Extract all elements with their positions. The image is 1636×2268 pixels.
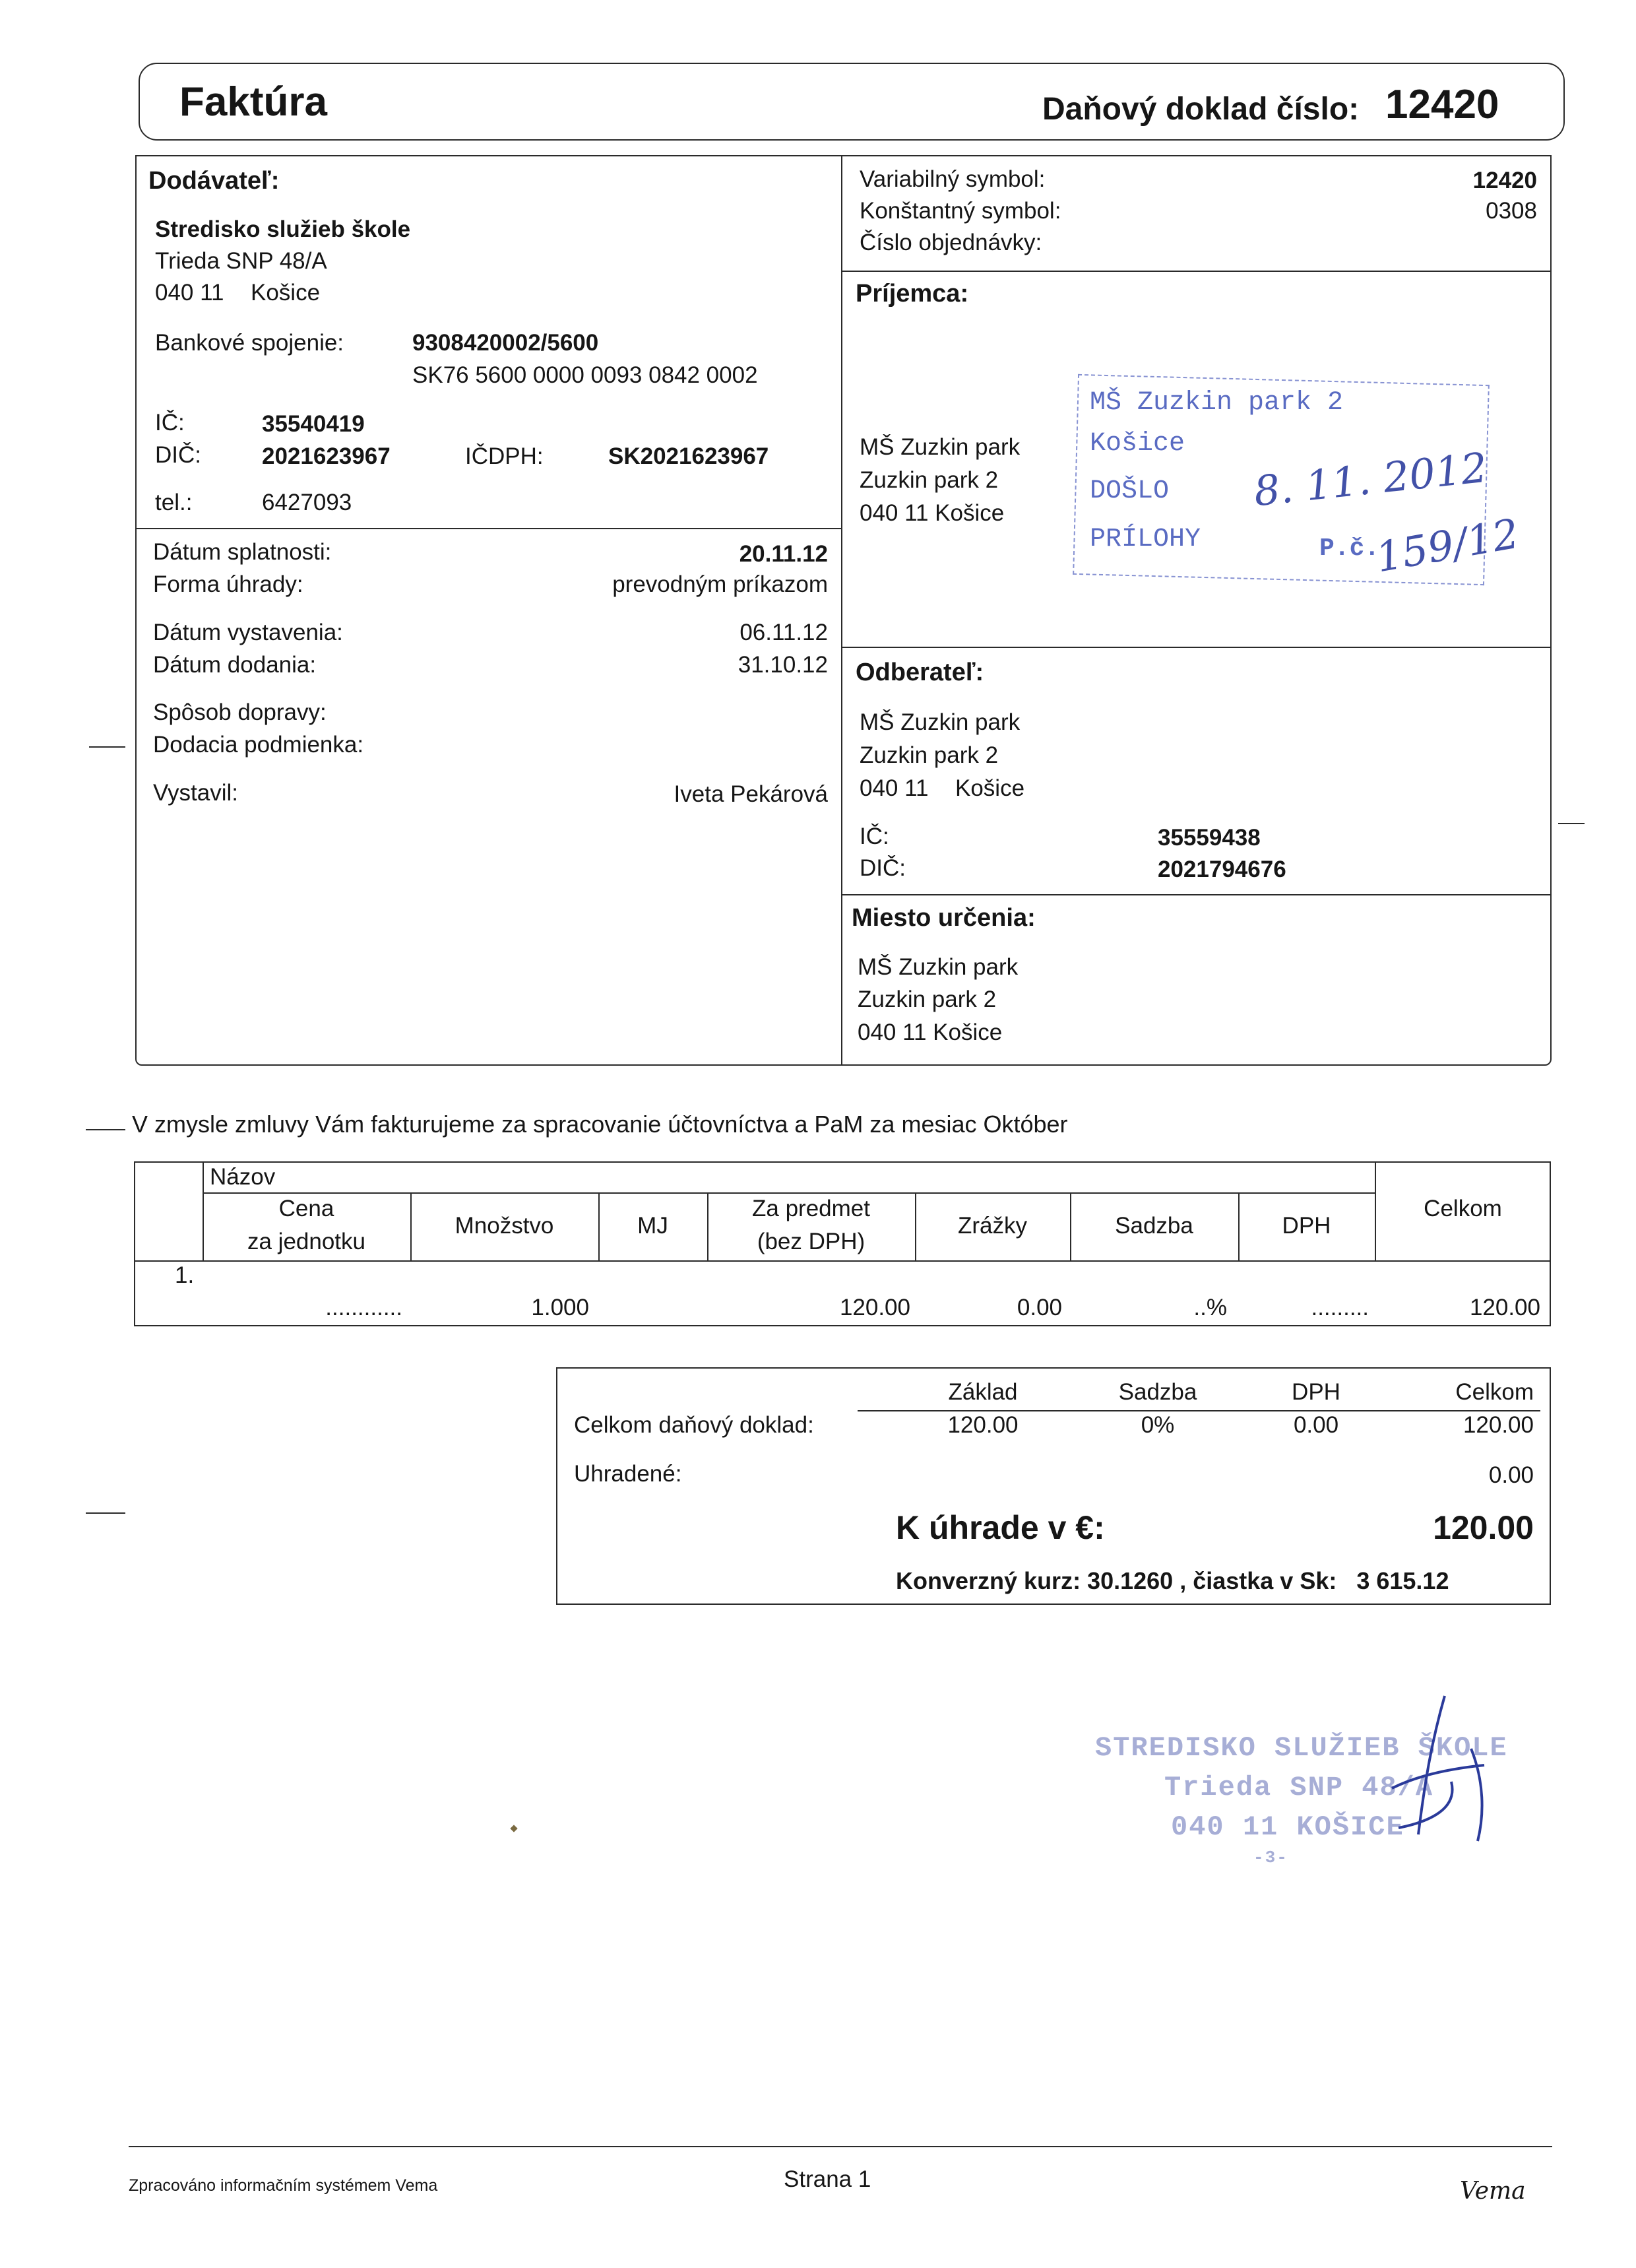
delivery-label: Dátum dodania: <box>153 652 317 678</box>
customer-street: Zuzkin park 2 <box>860 742 999 768</box>
supplier-heading: Dodávateľ: <box>148 167 280 195</box>
delivery-date: 31.10.12 <box>738 652 828 678</box>
issued-label: Dátum vystavenia: <box>153 620 343 645</box>
company-stamp-line3: 040 11 KOŠICE <box>1171 1811 1404 1843</box>
th-total: Celkom <box>1424 1196 1502 1221</box>
sum-total-label: Celkom daňový doklad: <box>574 1412 814 1438</box>
received-stamp-line3: DOŠLO <box>1090 476 1170 506</box>
supplier-ico: 35540419 <box>262 411 365 437</box>
sum-due: 120.00 <box>1433 1509 1534 1546</box>
supplier-postcode: 040 11 <box>155 280 224 306</box>
supplier-icdph: SK2021623967 <box>608 443 769 469</box>
item-subject: 120.00 <box>839 1295 910 1320</box>
constant-symbol: 0308 <box>1486 198 1537 224</box>
th-vat: DPH <box>1282 1213 1331 1239</box>
supplier-street: Trieda SNP 48/A <box>155 248 327 274</box>
sum-total: 120.00 <box>1463 1412 1534 1438</box>
destination-city: 040 11 Košice <box>858 1020 1003 1045</box>
footer-processed: Zpracováno informačním systémem Vema <box>129 2176 438 2195</box>
due-date-label: Dátum splatnosti: <box>153 539 332 565</box>
received-pc-label: P.č. <box>1319 535 1380 563</box>
th-deductions: Zrážky <box>958 1213 1027 1239</box>
sum-h-base: Základ <box>948 1379 1018 1405</box>
customer-dic-label: DIČ: <box>860 855 906 881</box>
items-subheader-line <box>203 1192 1375 1194</box>
customer-city: Košice <box>955 775 1025 801</box>
received-stamp-line4: PRÍLOHY <box>1090 525 1201 554</box>
recipient-heading: Príjemca: <box>856 280 969 308</box>
main-divider <box>841 155 842 1066</box>
symbols-bottom-line <box>841 271 1552 272</box>
th-qty: Množstvo <box>455 1213 554 1239</box>
received-date-handwritten: 8. 11. 2012 <box>1251 443 1490 516</box>
bank-label: Bankové spojenie: <box>155 330 344 356</box>
vema-logo: Vema <box>1460 2178 1526 2205</box>
supplier-name: Stredisko služieb škole <box>155 216 411 242</box>
supplier-tel-label: tel.: <box>155 490 193 515</box>
item-vat: ......... <box>1311 1295 1369 1320</box>
supplier-dic: 2021623967 <box>262 443 391 469</box>
customer-name: MŠ Zuzkin park <box>860 709 1021 735</box>
th-name: Názov <box>210 1164 276 1190</box>
received-pc-handwritten: 159/12 <box>1372 509 1523 582</box>
destination-heading: Miesto určenia: <box>852 904 1036 932</box>
item-deductions: 0.00 <box>1017 1295 1062 1320</box>
customer-postcode: 040 11 <box>860 775 929 801</box>
iban: SK76 5600 0000 0093 0842 0002 <box>412 362 758 388</box>
th-mj: MJ <box>637 1213 668 1239</box>
item-unit-price: ............ <box>325 1295 402 1320</box>
recipient-bottom-line <box>841 647 1552 648</box>
issued-date: 06.11.12 <box>739 620 828 645</box>
tax-doc-label: Daňový doklad číslo: <box>1042 92 1360 127</box>
terms-label: Dodacia podmienka: <box>153 732 364 758</box>
transport-label: Spôsob dopravy: <box>153 699 327 725</box>
sum-conversion: Konverzný kurz: 30.1260 , čiastka v Sk: 3 615.12 <box>896 1567 1449 1594</box>
summary-header-line <box>858 1410 1540 1411</box>
received-stamp-line1: MŠ Zuzkin park 2 <box>1090 388 1344 418</box>
sum-due-label: K úhrade v €: <box>896 1509 1105 1546</box>
supplier-ico-label: IČ: <box>155 410 185 436</box>
sum-h-rate: Sadzba <box>1118 1379 1197 1405</box>
payment-label: Forma úhrady: <box>153 571 303 597</box>
company-stamp-line1: STREDISKO SLUŽIEB ŠKOLE <box>1095 1732 1508 1764</box>
footer-page: Strana 1 <box>784 2166 871 2192</box>
margin-mark-right <box>1558 823 1585 824</box>
main-info-box <box>135 155 1552 1066</box>
item-rate: ..% <box>1193 1295 1227 1320</box>
company-stamp-line2: Trieda SNP 48/A <box>1164 1772 1434 1803</box>
sum-h-vat: DPH <box>1292 1379 1340 1405</box>
th-subject-2: (bez DPH) <box>757 1229 865 1254</box>
received-stamp-line2: Košice <box>1090 429 1185 459</box>
footer-line <box>129 2146 1552 2147</box>
customer-ico-label: IČ: <box>860 824 889 849</box>
order-number-label: Číslo objednávky: <box>860 230 1042 255</box>
th-unit-price-1: Cena <box>278 1196 334 1221</box>
supplier-bottom-line <box>135 528 841 529</box>
constant-symbol-label: Konštantný symbol: <box>860 198 1061 224</box>
small-dot-mark <box>510 1825 517 1832</box>
th-unit-price-2: za jednotku <box>247 1229 366 1254</box>
customer-bottom-line <box>841 894 1552 895</box>
destination-name: MŠ Zuzkin park <box>858 954 1019 980</box>
issuer-name: Iveta Pekárová <box>674 781 828 807</box>
item-qty: 1.000 <box>531 1295 589 1320</box>
supplier-tel: 6427093 <box>262 490 352 515</box>
invoice-title: Faktúra <box>179 79 327 125</box>
supplier-icdph-label: IČDPH: <box>465 443 544 469</box>
tax-doc-number: 12420 <box>1385 82 1499 127</box>
recipient-street: Zuzkin park 2 <box>860 467 999 493</box>
variable-symbol: 12420 <box>1472 168 1537 193</box>
variable-symbol-label: Variabilný symbol: <box>860 166 1046 192</box>
supplier-city: Košice <box>251 280 321 306</box>
issuer-label: Vystavil: <box>153 780 239 806</box>
items-header-bottom <box>134 1260 1551 1262</box>
sum-paid: 0.00 <box>1488 1462 1534 1488</box>
item-row-number: 1. <box>175 1262 195 1288</box>
sum-h-total: Celkom <box>1455 1379 1534 1405</box>
th-rate: Sadzba <box>1115 1213 1193 1239</box>
destination-street: Zuzkin park 2 <box>858 987 997 1012</box>
bank-account: 9308420002/5600 <box>412 330 599 356</box>
sum-paid-label: Uhradené: <box>574 1461 682 1487</box>
sum-base: 120.00 <box>947 1412 1019 1438</box>
customer-heading: Odberateľ: <box>856 659 984 686</box>
payment-method: prevodným príkazom <box>612 571 828 597</box>
customer-dic: 2021794676 <box>1158 857 1286 882</box>
margin-mark-left-3 <box>86 1512 125 1514</box>
supplier-dic-label: DIČ: <box>155 442 201 468</box>
margin-mark-left-2 <box>86 1129 125 1130</box>
invoice-intro-text: V zmysle zmluvy Vám fakturujeme za spracovanie účtovníctva a PaM za mesiac Október <box>132 1111 1068 1138</box>
customer-ico: 35559438 <box>1158 825 1261 851</box>
sum-vat: 0.00 <box>1293 1412 1339 1438</box>
company-stamp-line4: -3- <box>1253 1848 1288 1867</box>
signature <box>1352 1689 1511 1861</box>
sum-rate: 0% <box>1141 1412 1175 1438</box>
due-date: 20.11.12 <box>739 541 828 567</box>
recipient-name: MŠ Zuzkin park <box>860 434 1021 460</box>
th-subject-1: Za predmet <box>752 1196 870 1221</box>
margin-mark-left-1 <box>89 746 125 748</box>
recipient-city: 040 11 Košice <box>860 500 1005 526</box>
item-total: 120.00 <box>1469 1295 1540 1320</box>
